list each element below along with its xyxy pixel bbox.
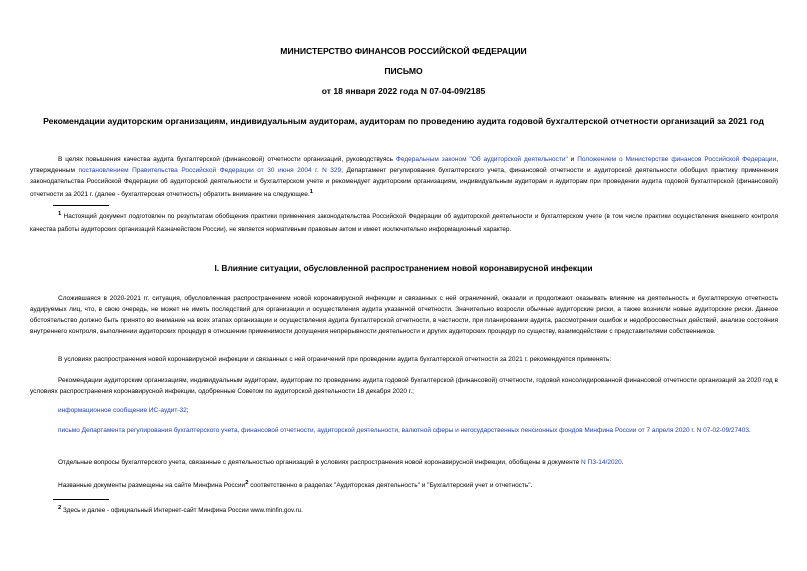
section-1-paragraph-1: Сложившаяся в 2020-2021 гг. ситуация, обусловленная распространением новой коронавирусной инфекции и связанных с ней ограничений, оказали и продолжают оказывать влияние на деятельность и бухгалтерскую отчетность аудируемых лиц, что, в свою очередь, не может не иметь последствий для организации и осуществления аудита указанной отчетности. Значительно возросли обычные аудиторские риски, а также возникли новые аудиторские риски. Данное обстоятельство должно быть принято во внимание на всех этапах организации и осуществления аудита бухгалтерской отчетности, в частности, при планировании аудита, рассмотрении ошибок и недобросовестных действий, анализе состояния внутреннего контроля, выполнении аудиторских процедур в отношении применимости допущения непрерывности деятельности и других аудиторских процедур по существу, взаимодействии с представителями собственников. (30, 295, 778, 335)
doc-date-heading: от 18 января 2022 года N 07-04-09/2185 (321, 86, 486, 96)
footnote-1 (30, 208, 778, 236)
footnote-1-text: Настоящий документ подготовлен по результатам обобщения практики применения законодательства Российской Федерации об аудиторской деятельности и бухгалтерском учете (в том числе практики осуществления внешнего контроля качества работы аудиторских организаций Казначейством России), не является нормативным правовым актом и имеет исключительно информационный характер. (30, 213, 778, 233)
info-message-tail: ; (186, 407, 189, 414)
footnote-ref-1[interactable]: 1 (309, 189, 313, 195)
pz-document-link[interactable]: N ПЗ-14/2020 (581, 459, 622, 466)
intro-text-4: , Департамент регулирования бухгалтерского учета, финансовой отчетности и аудиторской деятельности обобщил практику применения законодательства Российской Федерации об аудиторской деятельности и бухгалтерском учете и рекомендует аудиторским организациям, индивидуальным аудиторам и аудиторам при проведении аудита годовой бухгалтерской (финансовой) отчетности за 2021 г. (далее - бухгалтерская отчетность) обратить внимание на следующее. (30, 167, 778, 199)
paragraph-7-text-b: соответственно в разделах "Аудиторская деятельность" и "Бухгалтерский учет и отчетность". (248, 482, 533, 490)
government-decree-link[interactable]: постановлением Правительства Российской Федерации от 30 июня 2004 г. N 329 (78, 167, 342, 174)
section-1-paragraph-2: В условиях распространения новой коронавирусной инфекции и связанных с ней ограничений при проведении аудита бухгалтерской отчетности за 2021 г. рекомендуется применять: (58, 356, 612, 363)
intro-text-1: В целях повышения качества аудита бухгалтерской (финансовой) отчетности организаций, руководствуясь (58, 156, 396, 163)
ministry-heading: МИНИСТЕРСТВО ФИНАНСОВ РОССИЙСКОЙ ФЕДЕРАЦИИ (280, 46, 527, 56)
footnote-1-mark: 1 (58, 211, 62, 217)
federal-law-link[interactable]: Федеральным законом "Об аудиторской деятельности" (395, 156, 568, 163)
section-1-paragraph-5 (30, 425, 778, 436)
intro-text-2: и (567, 156, 578, 163)
paragraph-6-text: Отдельные вопросы бухгалтерского учета, связанные с деятельностью организаций в условиях распространения новой коронавирусной инфекции, обобщены в документе (58, 459, 582, 466)
section-1-paragraph-3: Рекомендации аудиторским организациям, индивидуальным аудиторам, аудиторам по проведению аудита годовой бухгалтерской (финансовой) отчетности, годовой консолидированной финансовой отчетности организаций за 2020 год в условиях распространения коронавирусной инфекции, одобренные Советом по аудиторской деятельности 18 декабря 2020 г.; (30, 377, 778, 395)
info-message-link[interactable]: информационное сообщение ИС-аудит-32 (58, 407, 187, 414)
department-letter-tail: . (749, 427, 751, 434)
section-1-heading: I. Влияние ситуации, обусловленной распространением новой коронавирусной инфекции (214, 263, 593, 273)
footnote-2-text: Здесь и далее - официальный Интернет-сайт Минфина России www.minfin.gov.ru. (61, 507, 303, 515)
section-1-paragraph-4 (30, 405, 778, 416)
department-letter-link[interactable]: письмо Департамента регулирования бухгалтерского учета, финансовой отчетности, аудиторской деятельности, валютной сферы и негосударственных пенсионных фондов Минфина России от 7 апреля 2020 г. N 07-02-09/27403 (58, 427, 749, 434)
section-1-paragraph-6 (30, 457, 778, 468)
intro-paragraph (30, 154, 778, 200)
intro-text-3: , утвержденным (30, 156, 779, 174)
footnote-2 (30, 502, 778, 518)
document-title: Рекомендации аудиторским организациям, индивидуальным аудиторам, аудиторам по проведению аудита годовой бухгалтерской отчетности организаций за 2021 год (43, 116, 764, 126)
footnote-divider-1 (53, 205, 109, 206)
footnote-ref-2[interactable]: 2 (245, 480, 249, 486)
footnote-divider-2 (53, 499, 109, 500)
ministry-regulation-link[interactable]: Положением о Министерстве финансов Российской Федерации (577, 156, 777, 163)
section-1-paragraph-7 (30, 478, 778, 491)
footnote-2-mark: 2 (58, 505, 62, 511)
doc-type-heading: ПИСЬМО (384, 66, 423, 76)
paragraph-6-tail: . (621, 459, 624, 466)
paragraph-7-text-a: Названные документы размещены на сайте Минфина России (58, 482, 246, 490)
